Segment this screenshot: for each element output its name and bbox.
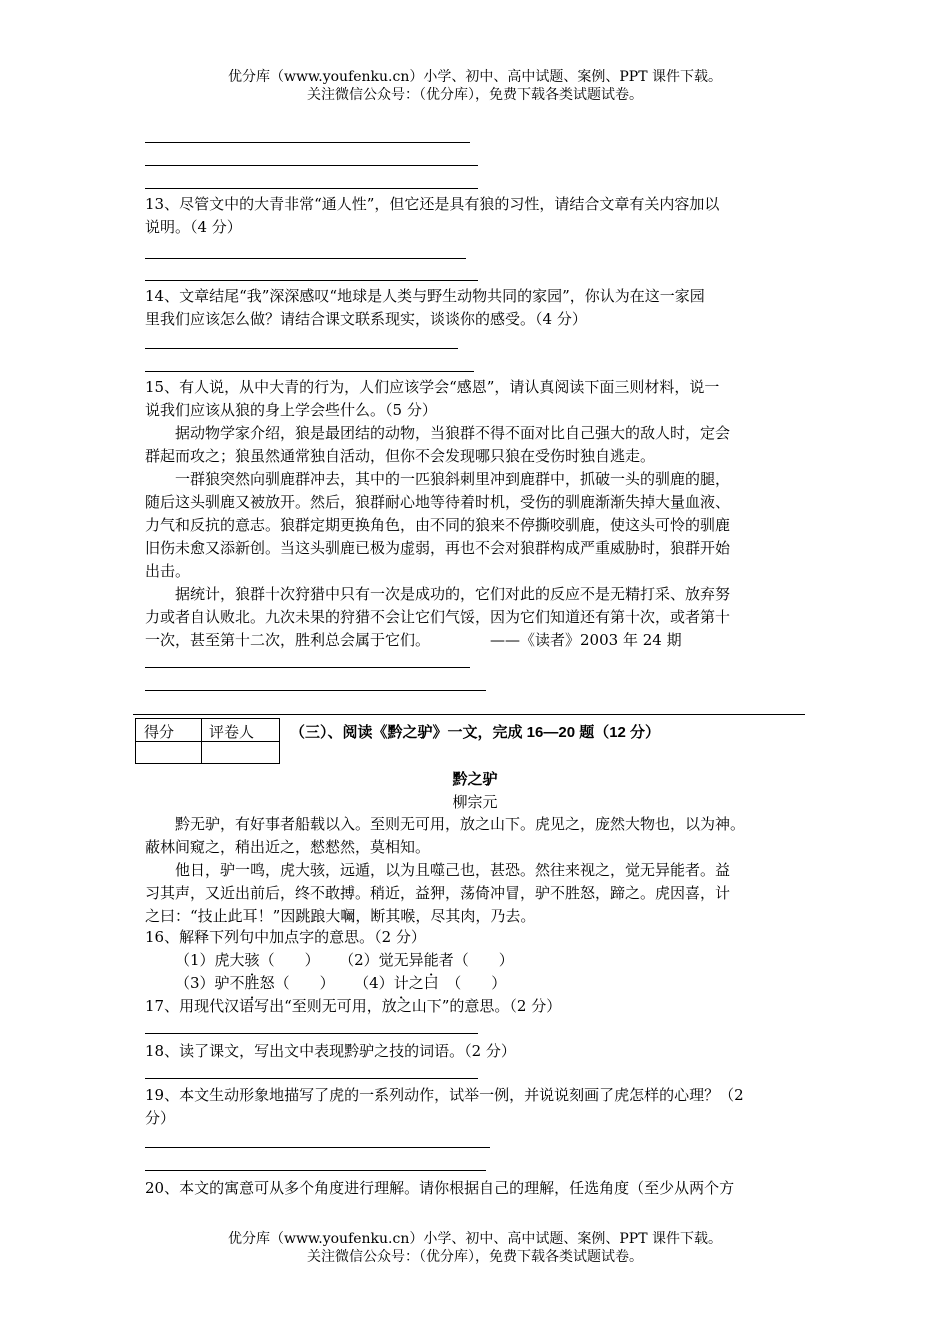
passage-line: 之曰：“技止此耳！”因跳踉大㘎，断其喉，尽其肉，乃去。 (145, 907, 536, 925)
question-15 (145, 376, 815, 652)
answer-line (145, 667, 470, 668)
question-14-line-2: 里我们应该怎么做？请结合课文联系现实，谈谈你的感受。（4 分） (145, 310, 587, 328)
material-2-line: 旧伤未愈又添新创。当这头驯鹿已极为虚弱，再也不会对狼群构成严重威胁时，狼群开始 (145, 539, 731, 557)
passage-line: 他日，驴一鸣，虎大骇，远遁，以为且噬己也，甚恐。然往来视之，觉无异能者。益 (145, 861, 731, 879)
section-title: （三）、阅读《黔之驴》一文，完成 16—20 题（12 分） (290, 724, 661, 741)
item-2-blank: 者（ ） (438, 951, 514, 969)
question-16-items-row-1 (145, 949, 815, 972)
question-16 (145, 926, 815, 995)
material-2-line: 随后这头驯鹿又被放开。然后，狼群耐心地等待着时机，受伤的驯鹿渐渐失掉大量血液、 (145, 493, 731, 511)
item-4-dotted-char: 计 (393, 974, 409, 992)
passage-line: 黔无驴，有好事者船载以入。至则无可用，放之山下。虎见之，庞然大物也，以为神。 (145, 815, 746, 833)
answer-line (145, 371, 474, 372)
material-1-line: 群起而攻之；狼虽然通常独自活动，但你不会发现哪只狼在受伤时独自逃走。 (145, 447, 656, 465)
answer-line (145, 1033, 478, 1034)
answer-line (145, 258, 466, 259)
question-19-line-1: 19、本文生动形象地描写了虎的一系列动作，试举一例，并说说刻画了虎怎样的心理？（2 (145, 1086, 744, 1104)
passage-author: 柳宗元 (452, 793, 498, 811)
item-3-text: （3）驴不 (175, 974, 245, 992)
passage-line: 蔽林间窥之，稍出近之，憖憖然，莫相知。 (145, 838, 431, 856)
question-16-items-row-2 (145, 972, 815, 995)
score-header: 得分 (144, 723, 175, 741)
answer-line (145, 1078, 478, 1079)
header-line-1: 优分库（www.youfenku.cn）小学、初中、高中试题、案例、PPT 课件下载。 (227, 69, 722, 85)
material-3-line (145, 629, 815, 652)
passage-line: 习其声，又近出前后，终不敢搏。稍近，益狎，荡倚冲冒，驴不胜怒，蹄之。虎因喜，计 (145, 884, 731, 902)
question-13-line-1: 13、尽管文中的大青非常“通人性”，但它还是具有狼的习性，请结合文章有关内容加以 (145, 195, 720, 213)
section-divider (133, 714, 805, 715)
item-1-blank: （ ） (259, 951, 320, 969)
answer-line (145, 280, 478, 281)
item-3-blank: 怒（ ） (259, 974, 335, 992)
answer-line (145, 690, 486, 691)
question-20: 20、本文的寓意可从多个角度进行理解。请你根据自己的理解，任选角度（至少从两个方 (145, 1179, 735, 1197)
answer-line (145, 188, 478, 189)
material-1-line: 据动物学家介绍，狼是最团结的动物，当狼群不得不面对比自己强大的敌人时，定会 (145, 424, 731, 442)
question-17: 17、用现代汉语写出“至则无可用，放之山下”的意思。（2 分） (145, 997, 562, 1015)
question-16-stem: 16、解释下列句中加点字的意思。（2 分） (145, 928, 426, 946)
page-header (0, 68, 950, 104)
answer-line (145, 142, 470, 143)
passage-body (145, 813, 825, 928)
header-line-2: 关注微信公众号：（优分库），免费下载各类试题试卷。 (307, 87, 643, 103)
item-1-text: （1）虎大 (175, 951, 245, 969)
question-15-line-1: 15、有人说，从中大青的行为，人们应该学会“感恩”，请认真阅读下面三则材料，说一 (145, 378, 720, 396)
question-13 (145, 193, 815, 239)
grader-header: 评卷人 (209, 723, 255, 741)
question-14-line-1: 14、文章结尾“我”深深感叹“地球是人类与野生动物共同的家园”，你认为在这一家园 (145, 287, 705, 305)
question-19 (145, 1084, 815, 1130)
footer-line-2: 关注微信公众号：（优分库），免费下载各类试题试卷。 (307, 1249, 643, 1265)
answer-line (145, 165, 478, 166)
answer-line (145, 1147, 490, 1148)
material-2-line: 力气和反抗的意志。狼群定期更换角色，由不同的狼来不停撕咬驯鹿，使这头可怜的驯鹿 (145, 516, 731, 534)
material-3-line: 据统计，狼群十次狩猎中只有一次是成功的，它们对此的反应不是无精打采、放弃努 (145, 585, 731, 603)
material-2-line: 出击。 (145, 562, 191, 580)
footer-line-1: 优分库（www.youfenku.cn）小学、初中、高中试题、案例、PPT 课件下载。 (227, 1231, 722, 1247)
page-footer (0, 1230, 950, 1266)
answer-line (145, 348, 458, 349)
question-13-line-2: 说明。（4 分） (145, 218, 242, 236)
question-14 (145, 285, 815, 331)
score-table (135, 718, 280, 764)
question-18: 18、读了课文，写出文中表现黔驴之技的词语。（2 分） (145, 1042, 516, 1060)
material-2-line: 一群狼突然向驯鹿群冲去，其中的一匹狼斜刺里冲到鹿群中，抓破一头的驯鹿的腿， (145, 470, 731, 488)
answer-line (145, 1170, 486, 1171)
question-19-line-2: 分） (145, 1109, 176, 1127)
item-4-blank: 之曰 （ ） (408, 974, 507, 992)
material-3-text: 一次，甚至第十二次，胜利总会属于它们。 (145, 631, 431, 649)
material-3-line: 力或者自认败北。九次未果的狩猎不会让它们气馁，因为它们知道还有第十次，或者第十 (145, 608, 731, 626)
item-1-dotted-char: 骇 (244, 951, 260, 969)
item-3-dotted-char: 胜 (244, 974, 260, 992)
item-2-dotted-char: 能 (423, 951, 439, 969)
item-2-text: （2）觉无异 (339, 951, 424, 969)
question-15-line-2: 说我们应该从狼的身上学会些什么。（5 分） (145, 401, 437, 419)
material-source: ——《读者》2003 年 24 期 (490, 631, 682, 649)
passage-title: 黔之驴 (452, 771, 498, 788)
item-4-text: （4） (354, 974, 394, 992)
